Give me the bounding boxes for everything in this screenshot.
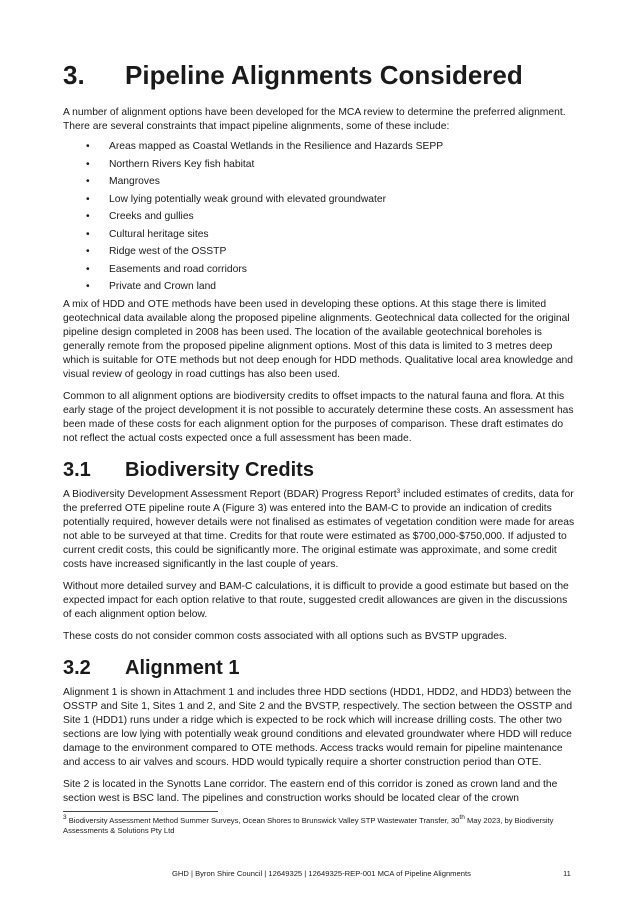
site-2-paragraph: Site 2 is located in the Synotts Lane corridor. The eastern end of this corridor is zoned as crown land and the section west is BSC land. The pipelines and construction works should be located clear of the crown <box>63 778 558 804</box>
section-3-2-heading <box>63 656 575 680</box>
list-item: • Ridge west of the OSSTP <box>63 243 575 261</box>
footnote-reference[interactable]: 3 <box>396 487 401 495</box>
list-item: • Creeks and gullies <box>63 208 575 226</box>
page-number: 11 <box>563 869 571 878</box>
list-item: • Mangroves <box>63 173 575 191</box>
section-number: 3.2 <box>63 656 91 679</box>
footnote-ordinal: th <box>459 814 465 821</box>
costs-paragraph: These costs do not consider common costs associated with all options such as BVSTP upgrades. <box>63 630 507 642</box>
footnote-text: Biodiversity Assessment Method Summer Surveys, Ocean Shores to Brunswick Valley STP Wastewater Transfer, 30 <box>66 816 460 825</box>
list-item: • Low lying potentially weak ground with elevated groundwater <box>63 191 575 209</box>
section-title: Alignment 1 <box>125 656 240 679</box>
list-item: • Private and Crown land <box>63 278 575 296</box>
text-span: included estimates of credits, data for the preferred OTE pipeline route A (Figure 3) was entered into the BAM-C to provide an indication of credits potentially required, however details were not finalised as estimates of vegetation condition were made for areas not able to be surveyed at that time. Credits for that route were estimated as $700,000-$750,000. If adjusted to current credit costs, this could be significantly more. The original estimate was approximate, and some credit costs have increased significantly in the last couple of years. <box>63 488 575 570</box>
document-page <box>63 60 575 806</box>
biodiversity-paragraph: Common to all alignment options are biodiversity credits to offset impacts to the natural fauna and flora. At this early stage of the project development it is not possible to accurately determine these costs. An assessment has been made of these costs for each alignment option for the purposes of comparison. These draft estimates do not reflect the actual costs expected once a full assessment has been made. <box>63 390 574 444</box>
footnote-text: May 2023, by Biodiversity Assessments & Solutions Pty Ltd <box>63 816 554 835</box>
intro-paragraph: A number of alignment options have been developed for the MCA review to determine the preferred alignment. There are several constraints that impact pipeline alignments, some of these include: <box>63 107 566 132</box>
page-footer-text: GHD | Byron Shire Council | 12649325 | 12649325-REP-001 MCA of Pipeline Alignments <box>172 869 471 878</box>
footnote <box>63 816 575 836</box>
section-3-heading <box>63 60 575 90</box>
text-span: A Biodiversity Development Assessment Report (BDAR) Progress Report <box>63 488 397 500</box>
section-3-1-heading <box>63 458 575 482</box>
list-item: • Cultural heritage sites <box>63 226 575 244</box>
section-number: 3.1 <box>63 458 91 481</box>
bdar-paragraph <box>63 488 575 572</box>
estimate-paragraph: Without more detailed survey and BAM-C calculations, it is difficult to provide a good estimate but based on the expected impact for each option relative to that route, suggested credit allowances are given in the discussions of each alignment option below. <box>63 580 569 620</box>
footnote-divider <box>63 811 218 812</box>
section-title: Biodiversity Credits <box>125 458 314 481</box>
alignment-1-paragraph: Alignment 1 is shown in Attachment 1 and includes three HDD sections (HDD1, HDD2, and HDD3) between the OSSTP and Site 1, Sites 1 and 2, and Site 2 and the BVSTP, respectively. The section between the OSSTP and Site 1 (HDD1) runs under a ridge which is expected to be rock which will increase drilling costs. The other two sections are low lying with potentially weak ground conditions and elevated groundwater where HDD will reduce damage to the environment compared to OTE methods. Access tracks would remain for pipeline maintenance and access to air valves and scours. HDD would typically require a shorter construction period than OTE. <box>63 686 573 768</box>
list-item: • Easements and road corridors <box>63 261 575 279</box>
footnote-number: 3 <box>63 814 67 821</box>
constraints-list <box>63 138 575 296</box>
section-title: Pipeline Alignments Considered <box>125 60 523 90</box>
list-item: • Northern Rivers Key fish habitat <box>63 156 575 174</box>
methods-paragraph: A mix of HDD and OTE methods have been used in developing these options. At this stage there is limited geotechnical data available along the proposed pipeline alignments. Geotechnical data collected for the original pipeline design completed in 2008 has been used. The location of the available geotechnical boreholes is generally remote from the proposed pipeline alignment options. Most of this data is limited to 3 metres deep which is suitable for OTE methods but not deep enough for HDD methods. Qualitative local area knowledge and visual review of geology in road cuttings has also been used. <box>63 298 573 380</box>
section-number: 3. <box>63 60 85 90</box>
list-item: • Areas mapped as Coastal Wetlands in the Resilience and Hazards SEPP <box>63 138 575 156</box>
